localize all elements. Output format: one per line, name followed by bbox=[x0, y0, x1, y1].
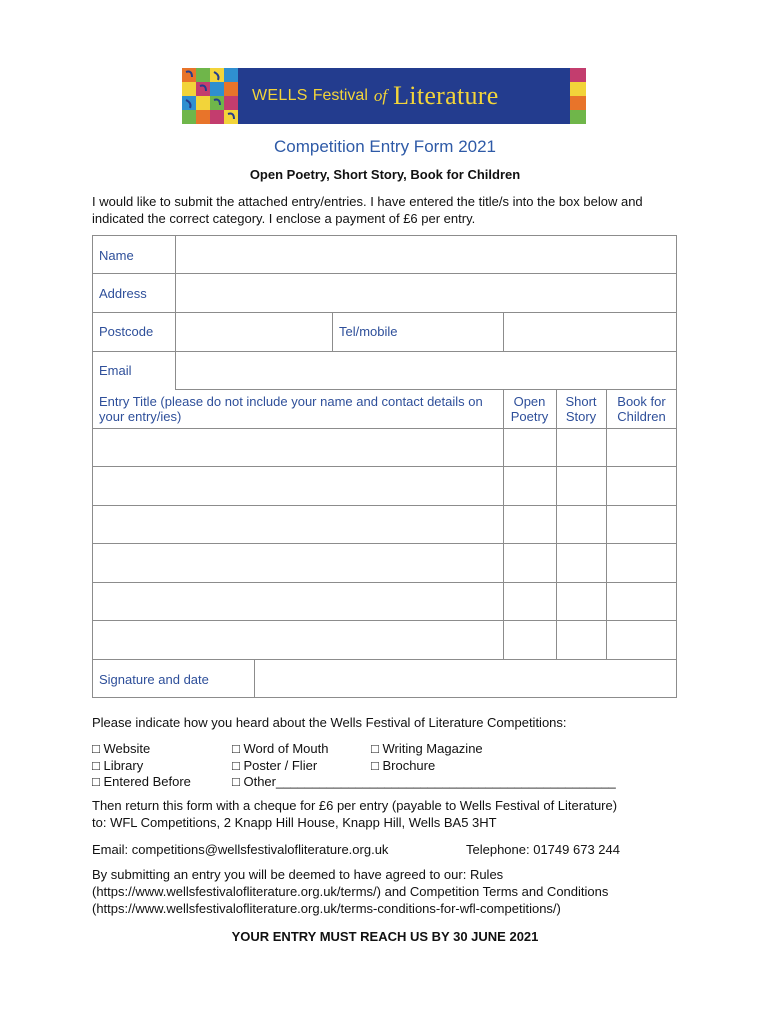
option-library[interactable]: □ Library bbox=[92, 758, 144, 773]
entry-title-field[interactable] bbox=[93, 467, 503, 505]
logo-wells: WELLS bbox=[252, 87, 308, 104]
postcode-label: Postcode bbox=[99, 324, 154, 339]
name-label: Name bbox=[99, 248, 134, 263]
entry-title-field[interactable] bbox=[93, 429, 503, 466]
email-field[interactable] bbox=[176, 352, 676, 389]
tel-label: Tel/mobile bbox=[339, 324, 398, 339]
mosaic-edge-icon bbox=[570, 68, 586, 124]
logo-literature: Literature bbox=[393, 81, 499, 110]
option-entered-before[interactable]: □ Entered Before bbox=[92, 774, 191, 789]
entry-title-field[interactable] bbox=[93, 506, 503, 543]
referral-prompt: Please indicate how you heard about the Wells Festival of Literature Competitions: bbox=[92, 715, 567, 730]
option-website[interactable]: □ Website bbox=[92, 741, 151, 756]
category-book-for-children: Book for Children bbox=[617, 394, 666, 424]
entry-title-field[interactable] bbox=[93, 544, 503, 582]
option-word-of-mouth[interactable]: □ Word of Mouth bbox=[232, 741, 329, 756]
signature-label: Signature and date bbox=[99, 672, 209, 687]
option-other[interactable]: □ Other_______________________________________________ bbox=[232, 774, 616, 789]
page-subtitle: Open Poetry, Short Story, Book for Children bbox=[249, 167, 521, 182]
contact-telephone: Telephone: 01749 673 244 bbox=[466, 842, 620, 857]
address-label: Address bbox=[99, 286, 147, 301]
deadline-notice: YOUR ENTRY MUST REACH US BY 30 JUNE 2021 bbox=[231, 929, 539, 944]
rules-line1: By submitting an entry you will be deemed to have agreed to our: Rules bbox=[92, 867, 504, 882]
rules-line2: (https://www.wellsfestivalofliterature.org.uk/terms/) and Competition Terms and Conditions bbox=[92, 884, 609, 899]
contact-email: Email: competitions@wellsfestivalofliterature.org.uk bbox=[92, 842, 389, 857]
signature-field[interactable] bbox=[255, 660, 676, 697]
entry-form-table bbox=[92, 235, 677, 698]
option-brochure[interactable]: □ Brochure bbox=[371, 758, 436, 773]
entry-title-field[interactable] bbox=[93, 621, 503, 659]
tel-field[interactable] bbox=[504, 313, 676, 351]
page-title: Competition Entry Form 2021 bbox=[273, 137, 497, 156]
entry-title-field[interactable] bbox=[93, 583, 503, 620]
category-open-poetry: Open Poetry bbox=[510, 394, 549, 424]
option-poster-flier[interactable]: □ Poster / Flier bbox=[232, 758, 318, 773]
logo-of: of bbox=[373, 86, 388, 105]
rules-line3: (https://www.wellsfestivalofliterature.org.uk/terms-conditions-for-wfl-competitions/) bbox=[92, 901, 561, 916]
logo-wordmark bbox=[252, 68, 499, 124]
postcode-field[interactable] bbox=[176, 313, 332, 351]
category-short-story: Short Story bbox=[565, 394, 597, 424]
entry-title-label: Entry Title (please do not include your name and contact details on your entry/ies) bbox=[99, 394, 483, 424]
option-writing-magazine[interactable]: □ Writing Magazine bbox=[371, 741, 483, 756]
return-instructions-line2: to: WFL Competitions, 2 Knapp Hill House, Knapp Hill, Wells BA5 3HT bbox=[92, 815, 497, 830]
name-field[interactable] bbox=[176, 236, 676, 273]
return-instructions-line1: Then return this form with a cheque for £6 per entry (payable to Wells Festival of Literature) bbox=[92, 798, 618, 813]
intro-text: I would like to submit the attached entry/entries. I have entered the title/s into the box below and indicated the correct category. I enclose a payment of £6 per entry. bbox=[92, 194, 643, 226]
mosaic-pattern-icon bbox=[182, 68, 238, 124]
email-label: Email bbox=[99, 363, 132, 378]
address-field[interactable] bbox=[176, 274, 676, 312]
logo-festival: Festival bbox=[312, 87, 368, 104]
festival-logo bbox=[182, 68, 586, 124]
